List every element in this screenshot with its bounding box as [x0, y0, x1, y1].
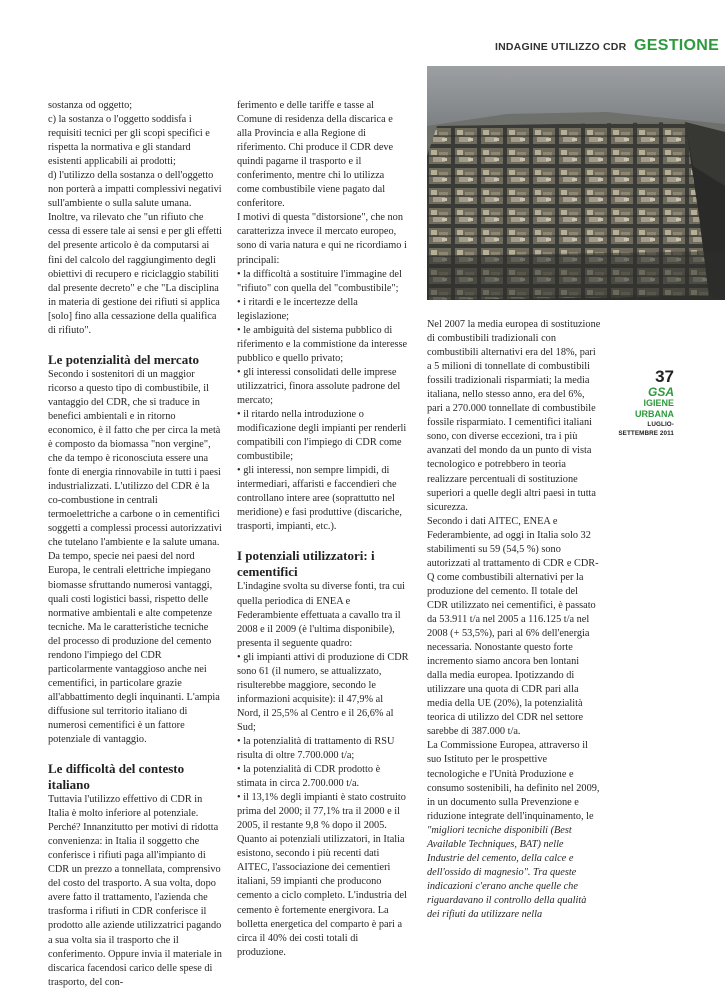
paragraph: Tuttavia l'utilizzo effettivo di CDR in Italia è molto inferiore al potenziale. Perché? Innanzitutto per motivi di ridotta convenienza: in Italia il soggetto che conferisce i rifiuti paga all'impianto di CDR un prezzo a tonnellata, comprensivo del costo del trasporto. A sua volta, dopo avere fatto il trattamento, l'azienda che trasforma i rifiuti in CDR conferisce il prodotto alle aziende utilizzatrici pagando a sua volta sia il trasporto che il conferimento. Oppure invia il materiale in discarica facendosi carico delle spese di trasporto, del con- — [48, 794, 222, 988]
column-middle — [237, 99, 409, 960]
page-folio — [612, 368, 674, 438]
paragraph: Quanto ai potenziali utilizzatori, in Italia esistono, secondo i più recenti dati AITEC, l'associazione dei cementieri italiani, 59 impianti che producono cemento a ciclo completo. L'industria del cemento è fortemente energivora. La bolletta energetica del comparto è pari a circa il 40% dei costi totali di produzione. — [237, 834, 407, 958]
list-item: • la potenzialità di trattamento di RSU risulta di oltre 7.700.000 t/a; — [237, 735, 409, 763]
heading-difficolta: Le difficoltà del contesto italiano — [48, 761, 185, 793]
brand-logo: GSA — [647, 385, 674, 399]
paragraph: Nel 2007 la media europea di sostituzione di combustibili tradizionali con combustibili alternativi era del 18%, pari a 5 milioni di tonnellate di combustibili fossili tradizionali risparmiati; la media italiana, nello stesso anno, era del 6%, pari a 270.000 tonnellate di combustibile fossile risparmiato. I cementifici italiani sono, con diverse eccezioni, tra i più avanzati del mondo da un punto di vista tecnologico e potrebbero in teoria realizzare percentuali di sostituzione superiori a quelle degli altri paesi in tutta sicurezza. — [427, 319, 601, 513]
list-item: • il ritardo nella introduzione o modificazione degli impianti per renderli compatibili con l'impiego di CDR come combustibile; — [237, 408, 409, 464]
paragraph: sostanza od oggetto; — [48, 100, 133, 111]
heading-utilizzatori: I potenziali utilizzatori: i cementifici — [237, 548, 375, 580]
paragraph: Secondo i dati AITEC, ENEA e Federambiente, ad oggi in Italia solo 32 stabilimenti su 59 (54,5 %) sono autorizzati al trattamento di CDR e CDR-Q come combustibili alternativi per la produzione del cemento. Il totale del CDR utilizzato nei cementifici, è passato da 53.911 t/a nel 2005 a 116.125 t/a nel 2008 (+ 53,5%), pari al 6% dell'energia necessaria. Nonostante questo forte incremento siamo ancora ben lontani dalla media europea. Ipotizzando di utilizzare una quota di CDR pari alla media della UE (20%), la potenzialità teorica di utilizzo del CDR nel settore sarebbe di 387.000 t/a. — [427, 515, 599, 738]
spacer — [48, 747, 222, 761]
paragraph: Secondo i sostenitori di un maggior ricorso a questo tipo di combustibile, il vantaggio del CDR, che si traduce in benefici ambientali e in ritorno economico, è il fatto che per circa la metà è composto da biomassa "non vergine", che da tempo è riconosciuta essere una fonte di energia rinnovabile in tutti i paesi industrializzati. L'utilizzo del CDR è la co-combustione in centrali termoelettriche a carbone o in cementifici soggetti a complessi processi autorizzativi che tutelano l'ambiente e la salute umana. Da tempo, specie nei paesi del nord Europa, le centrali elettriche impiegano biomasse sfruttando numerosi vantaggi, quali costi logistici bassi, rispetto delle normative ambientali e alte competenze tecniche. Ma le caratteristiche tecniche del processo di produzione del cemento rendono l'impiego del CDR particolarmente vantaggioso anche nei cementifici, in particolare grazie all'abbattimento degli inquinanti. L'ampia diffusione sul territorio italiano di numerosi cementifici è un fattore potenziale di vantaggio. — [48, 368, 222, 746]
heading-mercato: Le potenzialità del mercato — [48, 351, 200, 367]
list-item: • i ritardi e le incertezze della legislazione; — [237, 296, 409, 324]
paragraph — [427, 739, 601, 922]
paragraph: L'indagine svolta su diverse fonti, tra cui quella periodica di ENEA e Federambiente effettuata a cavallo tra il 2008 e il 2009 (è l'ultima disponibile), presenta il seguente quadro: — [237, 581, 405, 649]
running-header-section: INDAGINE UTILIZZO CDR — [495, 41, 627, 53]
waste-bales-photo — [427, 66, 725, 300]
column-right — [427, 318, 601, 922]
list-item: • la potenzialità di CDR prodotto è stimata in circa 2.700.000 t/a. — [237, 763, 409, 791]
list-item: • gli impianti attivi di produzione di CDR sono 61 (il numero, se attualizzato, risulterebbe maggiore, secondo le informazioni acquisite): il 47,9% al Nord, il 25,5% al Centro e il 26,6% al Sud; — [237, 651, 409, 735]
list-item: • gli interessi consolidati delle imprese utilizzatrici, finora assolute padrone del mercato; — [237, 366, 409, 408]
paragraph: Inoltre, va rilevato che "un rifiuto che cessa di essere tale ai sensi e per gli effetti del presente articolo è da computarsi ai fini del calcolo del raggiungimento degli obiettivi di recupero e riciclaggio stabiliti dal presente decreto" e che "La disciplina in materia di gestione dei rifiuti si applica [solo] fino alla cessazione della qualifica di rifiuto". — [48, 212, 222, 336]
list-item: • il 13,1% degli impianti è stato costruito prima del 2000; il 77,1% tra il 2000 e il 2005, il restante 9,8 % dopo il 2005. — [237, 791, 409, 833]
magazine-title: IGIENE URBANA — [635, 398, 674, 419]
list-item: • le ambiguità del sistema pubblico di riferimento e la commistione da interesse pubblico e quello privato; — [237, 324, 409, 366]
paragraph: ferimento e delle tariffe e tasse al Comune di residenza della discarica e alla Provincia e alla Regione di riferimento. Chi produce il CDR deve quindi pagarne il trasporto e il conferimento, mentre chi lo utilizza come combustibile viene pagato dal conferitore. — [237, 100, 394, 210]
spacer — [237, 534, 409, 548]
paragraph: d) l'utilizzo della sostanza o dell'oggetto non porterà a impatti complessivi negativi sull'ambiente o sulla salute umana. — [48, 170, 222, 210]
page-number: 37 — [655, 367, 674, 386]
paragraph: c) la sostanza o l'oggetto soddisfa i requisiti tecnici per gli scopi specifici e rispetta la normativa e gli standard esistenti applicabili ai prodotti; — [48, 114, 210, 168]
paragraph: I motivi di questa "distorsione", che non caratterizza invece il mercato europeo, sono di varia natura e qui ne ricordiamo i principali: — [237, 212, 407, 266]
column-left — [48, 99, 222, 990]
paragraph-text: La Commissione Europea, attraverso il suo Istituto per le prospettive tecnologiche e l'Unità Produzione e consumo sostenibili, ha definito nel 2009, in un documento sulla Prevenzione e riduzione integrate dell'inquinamento, le — [427, 740, 600, 822]
list-item: • gli interessi, non sempre limpidi, di intermediari, affaristi e faccendieri che controllano intere aree (soprattutto nel meridione) e fasi produttive (discariche, trasporti, impianti, etc.). — [237, 464, 409, 534]
paragraph-italic-text: "migliori tecniche disponibili (Best Available Techniques, BAT) nelle Industrie del cemento, della calce e dell'ossido di magnesio". Tra queste indicazioni c'erano anche quelle che riguardavano il controllo della qualità dei rifiuti da utilizzare nella — [427, 824, 587, 920]
photo-illustration — [427, 66, 725, 300]
spacer — [48, 338, 222, 352]
running-header-rubric: GESTIONE — [634, 37, 720, 54]
list-item: • la difficoltà a sostituire l'immagine del "rifiuto" con quella del "combustibile"; — [237, 268, 409, 296]
issue-date: LUGLIO-SETTEMBRE 2011 — [618, 421, 674, 437]
